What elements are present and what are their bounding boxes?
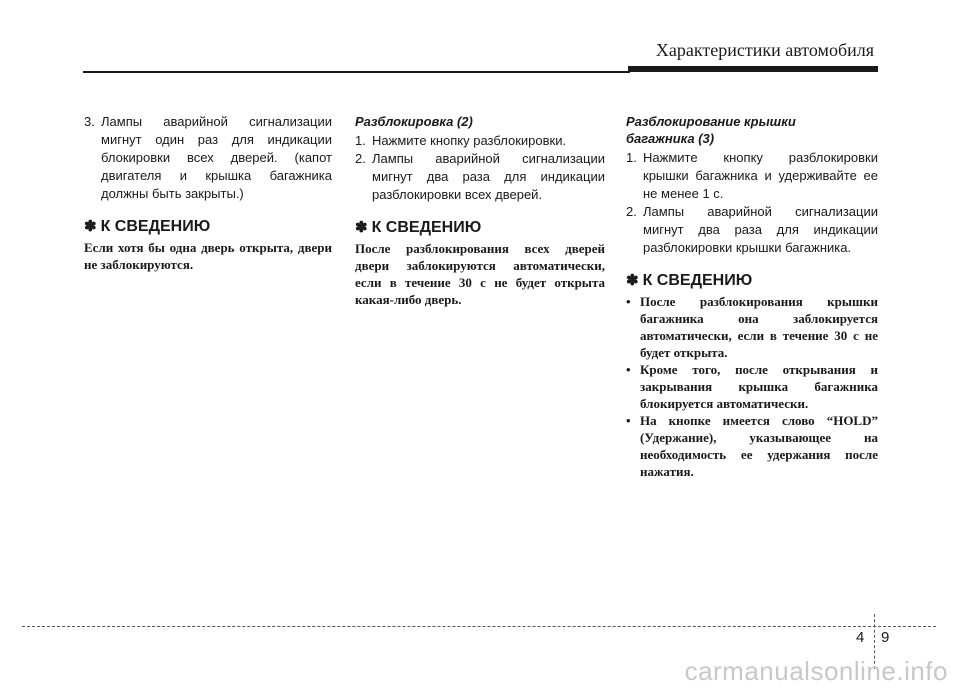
bullet-dot: • (626, 294, 631, 309)
item-text: Лампы аварийной сигнализации мигнут два раза для индикации разблокировки всех дверей. (372, 151, 605, 202)
watermark-text: carmanualsonline.info (684, 656, 948, 686)
item-text: Нажмите кнопку разблокировки. (372, 133, 567, 148)
column-left (84, 113, 332, 273)
page-header-title: Характеристики автомобиля (655, 40, 874, 60)
item-text: Лампы аварийной сигнализации мигнут два раза для индикации разблокировки крышки багажника. (643, 204, 878, 255)
asterisk-icon: ✽ (84, 218, 97, 235)
item-number: 2. (355, 151, 366, 166)
page-number: 9 (881, 629, 890, 646)
item-number: 1. (355, 133, 366, 148)
list-item (626, 149, 878, 203)
chapter-number: 4 (856, 629, 865, 646)
bullet-text: После разблокирования крышки багажника она заблокируется автоматически, если в течение 30 с не будет открыта. (640, 294, 878, 360)
list-item (626, 203, 878, 257)
list-item (355, 150, 605, 204)
list-item (355, 132, 605, 150)
notice-title: К СВЕДЕНИЮ (371, 219, 482, 236)
footer-dashed-rule (22, 626, 936, 627)
notice-title: К СВЕДЕНИЮ (642, 272, 753, 289)
header-rule-thick (628, 66, 878, 72)
bullet-item (626, 293, 878, 361)
column-right (626, 113, 878, 480)
notice-heading (355, 218, 605, 238)
subheading-line: багажника (3) (626, 131, 715, 146)
notice-heading (626, 271, 878, 291)
item-number: 3. (84, 114, 95, 129)
bullet-text: Кроме того, после открывания и закрывания крышка багажника блокируется автоматически. (640, 362, 878, 411)
notice-text: Если хотя бы одна дверь открыта, двери не заблокируются. (84, 240, 332, 272)
notice-title: К СВЕДЕНИЮ (100, 218, 211, 235)
bullet-dot: • (626, 413, 631, 428)
notice-heading (84, 217, 332, 237)
column-middle (355, 113, 605, 308)
asterisk-icon: ✽ (626, 272, 639, 289)
asterisk-icon: ✽ (355, 219, 368, 236)
section-subheading: Разблокировка (2) (355, 114, 473, 129)
item-number: 1. (626, 150, 637, 165)
item-text: Нажмите кнопку разблокировки крышки багажника и удерживайте ее не менее 1 с. (643, 150, 878, 201)
section-subheading (626, 113, 878, 147)
bullet-text: На кнопке имеется слово “HOLD” (Удержание), указывающее на необходимость ее удержания после нажатия. (640, 413, 878, 479)
header-rule-thin (83, 71, 630, 73)
item-number: 2. (626, 204, 637, 219)
bullet-item (626, 412, 878, 480)
item-text: Лампы аварийной сигнализации мигнут один раз для индикации блокировки всех дверей. (капот двигателя и крышка багажника должны быть закрыты.) (101, 114, 332, 201)
subheading-line: Разблокирование крышки (626, 114, 796, 129)
bullet-item (626, 361, 878, 412)
bullet-dot: • (626, 362, 631, 377)
list-item (84, 113, 332, 203)
notice-text: После разблокирования всех дверей двери заблокируются автоматически, если в течение 30 с не будет открыта какая-либо дверь. (355, 241, 605, 307)
